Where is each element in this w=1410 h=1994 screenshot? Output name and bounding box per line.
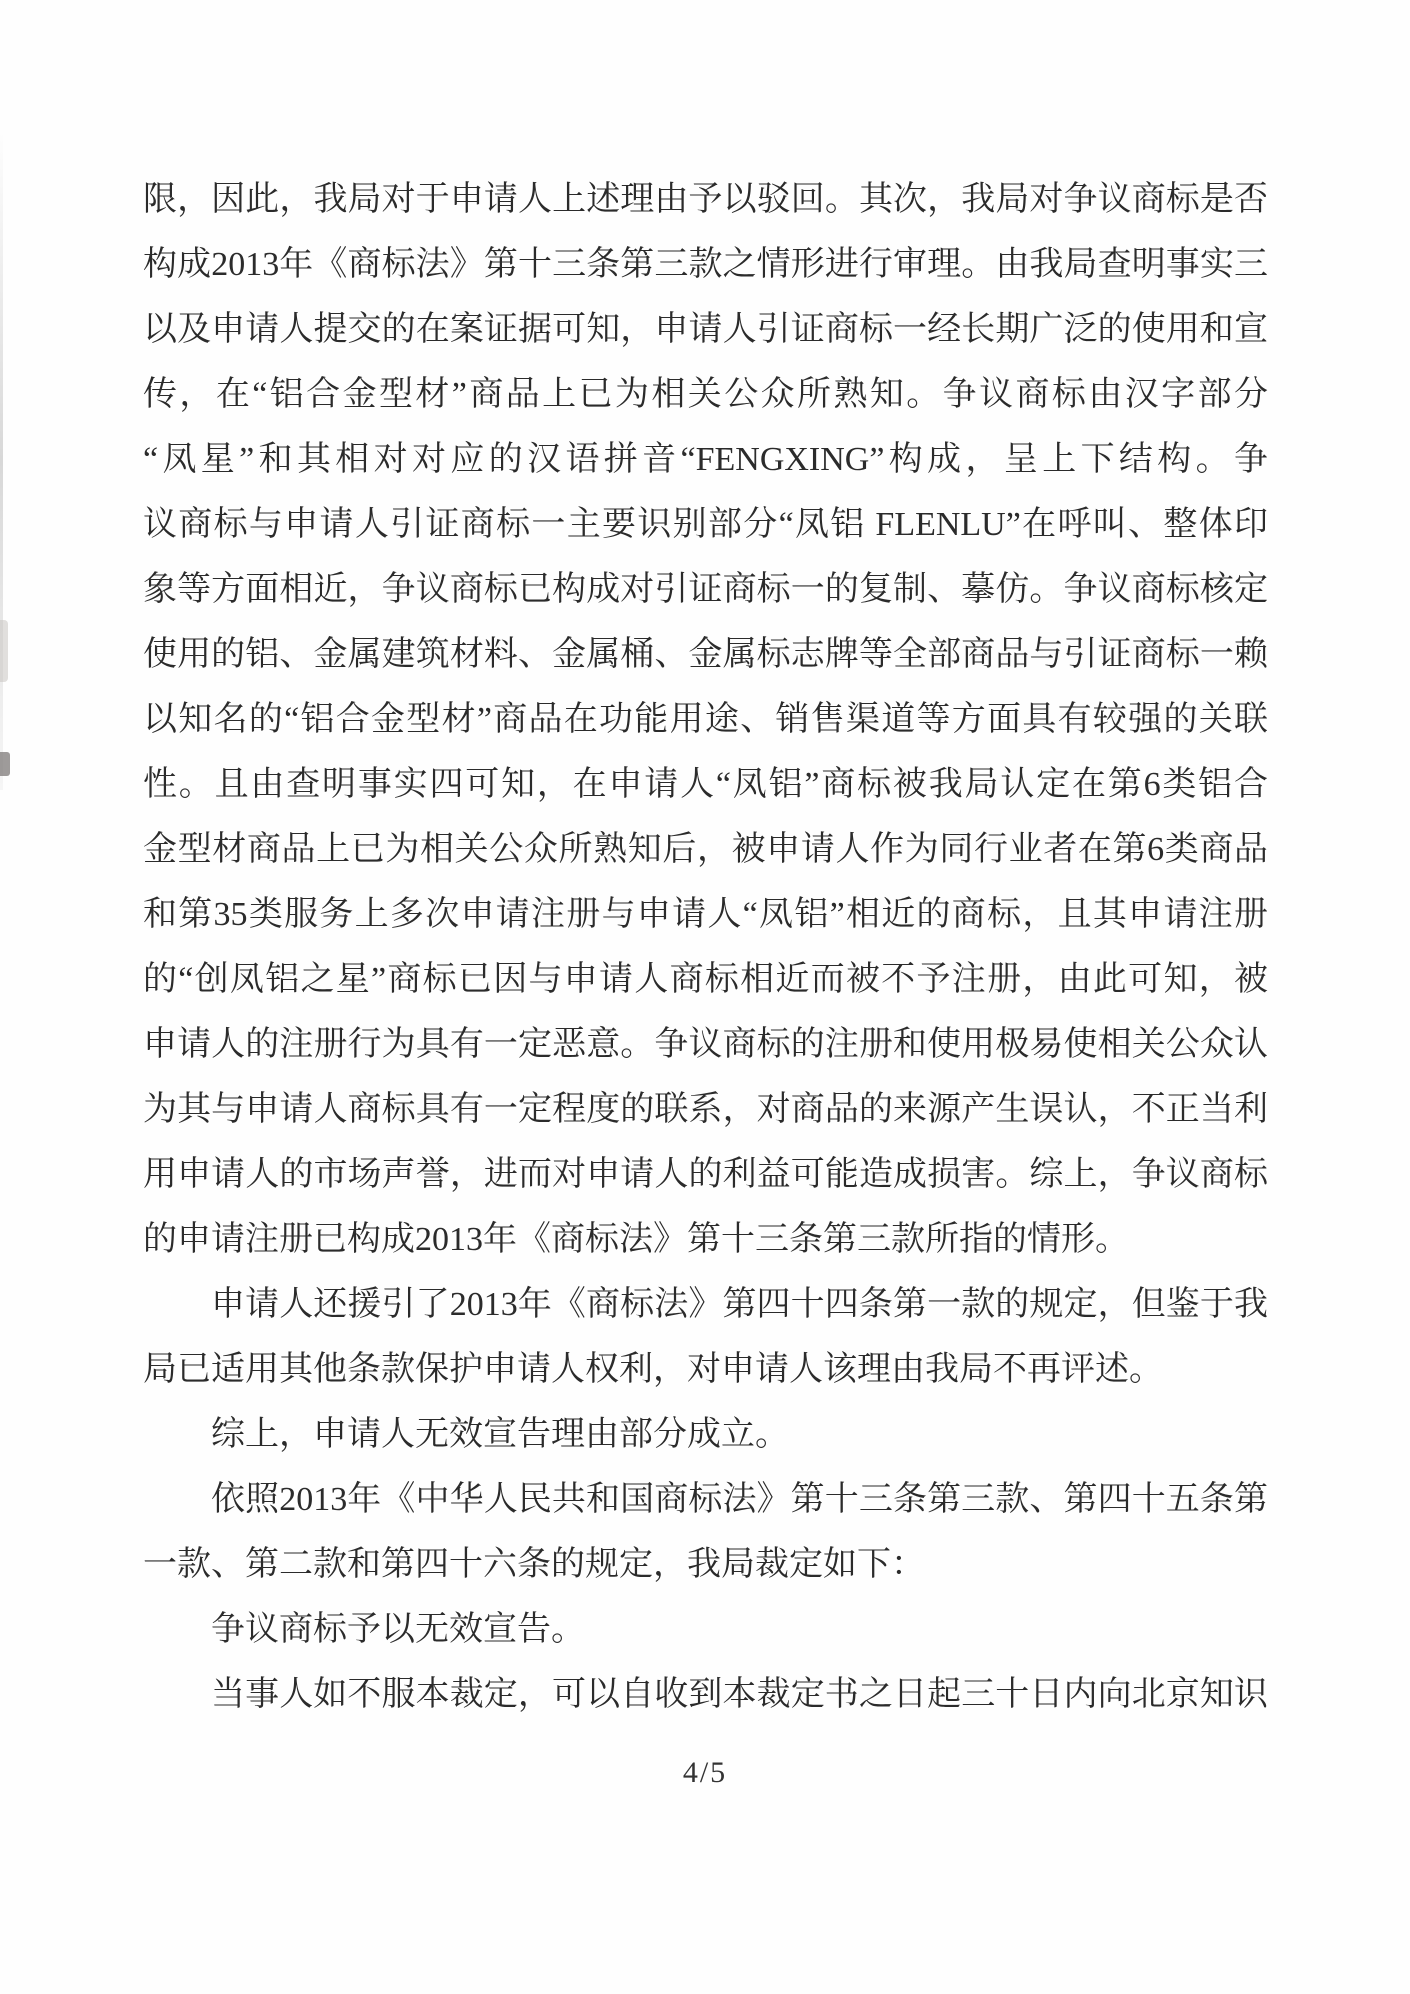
body-line: 和第35类服务上多次申请注册与申请人“凤铝”相近的商标，且其申请注册: [143, 896, 1268, 933]
body-line: 金型材商品上已为相关公众所熟知后，被申请人作为同行业者在第6类商品: [143, 831, 1268, 868]
page-number: 4/5: [682, 1756, 728, 1789]
body-line: 的申请注册已构成2013年《商标法》第十三条第三款所指的情形。: [143, 1221, 1129, 1258]
body-line: 为其与申请人商标具有一定程度的联系，对商品的来源产生误认，不正当利: [143, 1091, 1268, 1128]
body-line: 用申请人的市场声誉，进而对申请人的利益可能造成损害。综上，争议商标: [143, 1156, 1268, 1193]
body-line: 依照2013年《中华人民共和国商标法》第十三条第三款、第四十五条第: [211, 1481, 1268, 1518]
body-line: 传，在“铝合金型材”商品上已为相关公众所熟知。争议商标由汉字部分: [143, 376, 1268, 413]
body-line: 当事人如不服本裁定，可以自收到本裁定书之日起三十日内向北京知识: [211, 1676, 1268, 1713]
body-line: 限，因此，我局对于申请人上述理由予以驳回。其次，我局对争议商标是否: [143, 181, 1268, 218]
body-line: 局已适用其他条款保护申请人权利，对申请人该理由我局不再评述。: [143, 1351, 1163, 1388]
body-line: 的“创凤铝之星”商标已因与申请人商标相近而被不予注册，由此可知，被: [143, 961, 1268, 998]
body-line: 议商标与申请人引证商标一主要识别部分“凤铝 FLENLU”在呼叫、整体印: [143, 506, 1268, 543]
scan-artifact-smudge-light: [0, 620, 8, 682]
body-line: 构成2013年《商标法》第十三条第三款之情形进行审理。由我局查明事实三: [143, 246, 1268, 283]
body-line: 一款、第二款和第四十六条的规定，我局裁定如下：: [143, 1546, 925, 1583]
body-line: 以知名的“铝合金型材”商品在功能用途、销售渠道等方面具有较强的关联: [143, 701, 1268, 738]
body-line: 性。且由查明事实四可知，在申请人“凤铝”商标被我局认定在第6类铝合: [143, 766, 1268, 803]
body-line: 以及申请人提交的在案证据可知，申请人引证商标一经长期广泛的使用和宣: [143, 311, 1268, 348]
body-line: 象等方面相近，争议商标已构成对引证商标一的复制、摹仿。争议商标核定: [143, 571, 1268, 608]
body-line: 申请人的注册行为具有一定恶意。争议商标的注册和使用极易使相关公众认: [143, 1026, 1268, 1063]
body-line: 综上，申请人无效宣告理由部分成立。: [211, 1416, 789, 1453]
scan-artifact-smudge-dark: [0, 752, 10, 776]
body-line: “凤星”和其相对对应的汉语拼音“FENGXING”构成，呈上下结构。争: [143, 441, 1268, 478]
body-line: 申请人还援引了2013年《商标法》第四十四条第一款的规定，但鉴于我: [211, 1286, 1268, 1323]
body-line: 争议商标予以无效宣告。: [211, 1611, 585, 1648]
body-line: 使用的铝、金属建筑材料、金属桶、金属标志牌等全部商品与引证商标一赖: [143, 636, 1268, 673]
scan-artifact-edge-shadow: [0, 130, 3, 790]
document-body: [143, 167, 1268, 1727]
